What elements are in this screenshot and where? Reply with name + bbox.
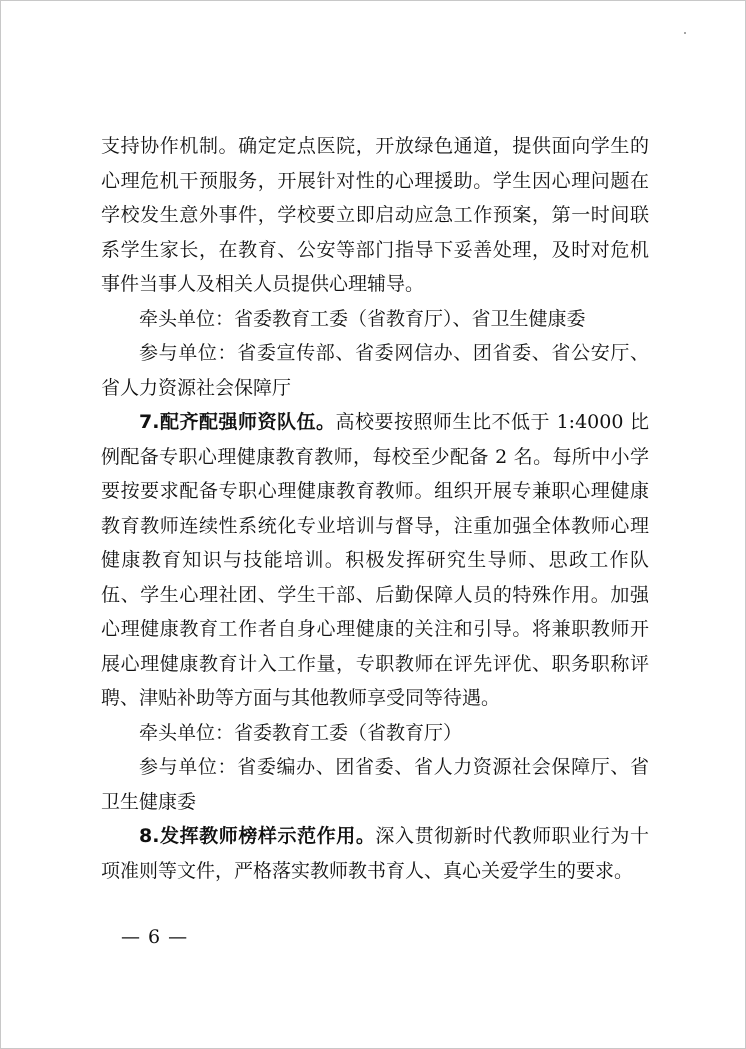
paragraph-text: 高校要按照师生比不低于 1:4000 比例配备专职心理健康教育教师，每校至少配备 2 名。每所中小学要按要求配备专职心理健康教育教师。组织开展专兼职心理健康教育教师连续性系统化专业培训与督导，注重加强全体教师心理健康教育知识与技能培训。积极发挥研究生导师、思政工作队伍、学生心理社团、学生干部、后勤保障人员的特殊作用。加强心理健康教育工作者自身心理健康的关注和引导。将兼职教师开展心理健康教育计入工作量，专职教师在评先评优、职务职称评聘、津贴补助等方面与其他教师享受同等待遇。 [101, 411, 649, 709]
paragraph-text: 深入贯彻新时代教师职业行为十项准则等文件，严格落实教师教书育人、真心关爱学生的要求。 [101, 825, 649, 882]
scan-speck [684, 32, 686, 34]
paragraph-text: 牵头单位：省委教育工委（省教育厅）、省卫生健康委 [139, 307, 586, 330]
paragraph-lead-unit-1 [101, 302, 649, 337]
paragraph-text: 参与单位：省委宣传部、省委网信办、团省委、省公安厅、省人力资源社会保障厅 [101, 342, 649, 399]
paragraph-text: 牵头单位：省委教育工委（省教育厅） [139, 721, 463, 744]
section-heading-8: 8.发挥教师榜样示范作用。 [139, 825, 376, 847]
paragraph-teacher-staffing [101, 405, 649, 716]
paragraph-teacher-role-model [101, 819, 649, 888]
section-heading-7: 7.配齐配强师资队伍。 [139, 411, 336, 433]
paragraph-participating-units-2 [101, 750, 649, 819]
paragraph-crisis-support [101, 129, 649, 302]
paragraph-text: 参与单位：省委编办、团省委、省人力资源社会保障厅、省卫生健康委 [101, 756, 649, 813]
paragraph-text: 支持协作机制。确定定点医院，开放绿色通道，提供面向学生的心理危机干预服务，开展针对性的心理援助。学生因心理问题在学校发生意外事件，学校要立即启动应急工作预案，第一时间联系学生家长，在教育、公安等部门指导下妥善处理，及时对危机事件当事人及相关人员提供心理辅导。 [101, 135, 649, 295]
paragraph-lead-unit-2 [101, 716, 649, 751]
document-body [101, 129, 649, 888]
page-number: — 6 — [121, 926, 189, 948]
paragraph-participating-units-1 [101, 336, 649, 405]
